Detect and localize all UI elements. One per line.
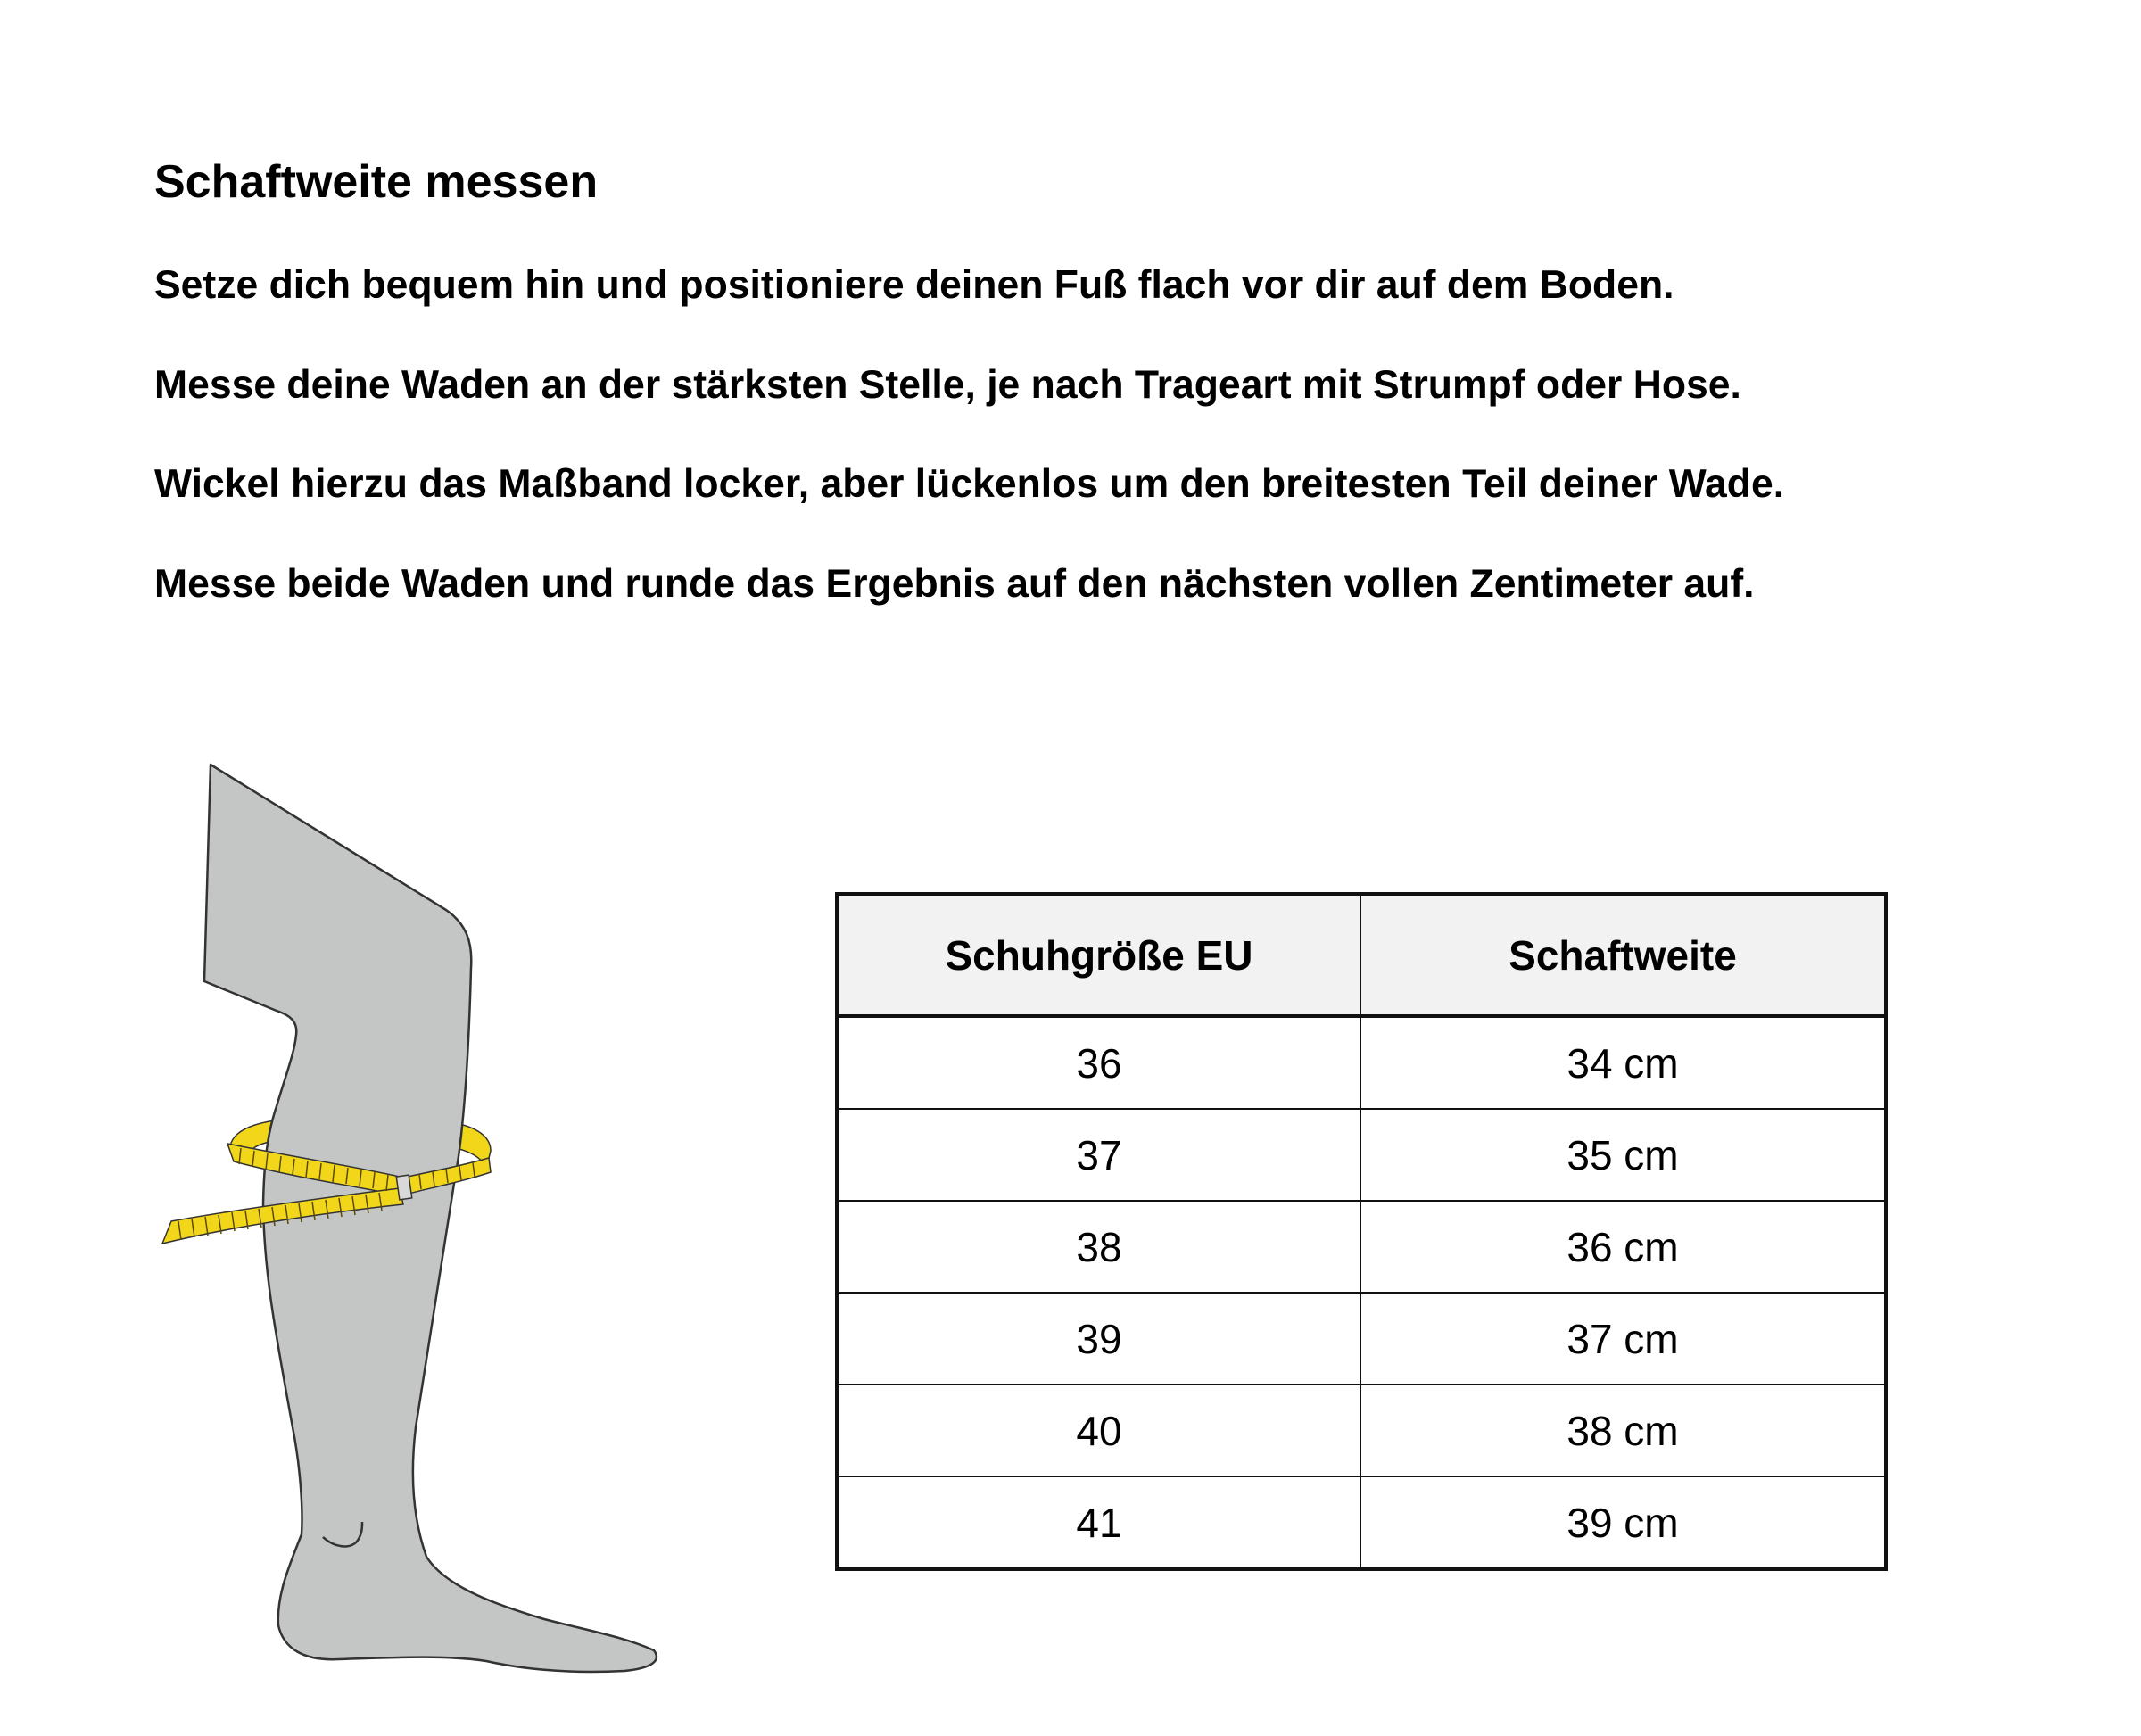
ankle-mark-icon [323,1522,362,1546]
page-title: Schaftweite messen [154,156,599,208]
table-row [837,1201,1886,1293]
measuring-tape-back-icon [230,1118,491,1169]
table-row [837,1016,1886,1109]
shoe-size-cell: 39 [837,1293,1360,1385]
shaft-width-cell: 34 cm [1360,1016,1886,1109]
column-header-shaft-width: Schaftweite [1360,894,1886,1016]
shoe-size-cell: 38 [837,1201,1360,1293]
table-row [837,1109,1886,1201]
shaft-width-cell: 38 cm [1360,1385,1886,1476]
shaft-width-cell: 37 cm [1360,1293,1886,1385]
shaft-width-cell: 36 cm [1360,1201,1886,1293]
table-row [837,1293,1886,1385]
instruction-item: Wickel hierzu das Maßband locker, aber lückenlos um den breitesten Teil deiner Wade. [154,462,1785,506]
instruction-item: Messe deine Waden an der stärksten Stelle, je nach Trageart mit Strumpf oder Hose. [154,362,1741,407]
shaft-width-cell: 39 cm [1360,1476,1886,1569]
shaft-width-cell: 35 cm [1360,1109,1886,1201]
shoe-size-cell: 37 [837,1109,1360,1201]
table-header-row [837,894,1886,1016]
instruction-list [154,259,1784,657]
instruction-item: Messe beide Waden und runde das Ergebnis auf den nächsten vollen Zentimeter auf. [154,561,1755,606]
column-header-shoe-size: Schuhgröße EU [837,894,1360,1016]
shoe-size-cell: 40 [837,1385,1360,1476]
shoe-size-cell: 41 [837,1476,1360,1569]
shoe-size-cell: 36 [837,1016,1360,1109]
instruction-item: Setze dich bequem hin und positioniere deinen Fuß flach vor dir auf dem Boden. [154,263,1674,307]
size-table [835,892,1888,1571]
table-row [837,1476,1886,1569]
table-row [837,1385,1886,1476]
leg-silhouette-icon [204,765,657,1672]
measuring-tape-front-icon [162,1144,491,1244]
